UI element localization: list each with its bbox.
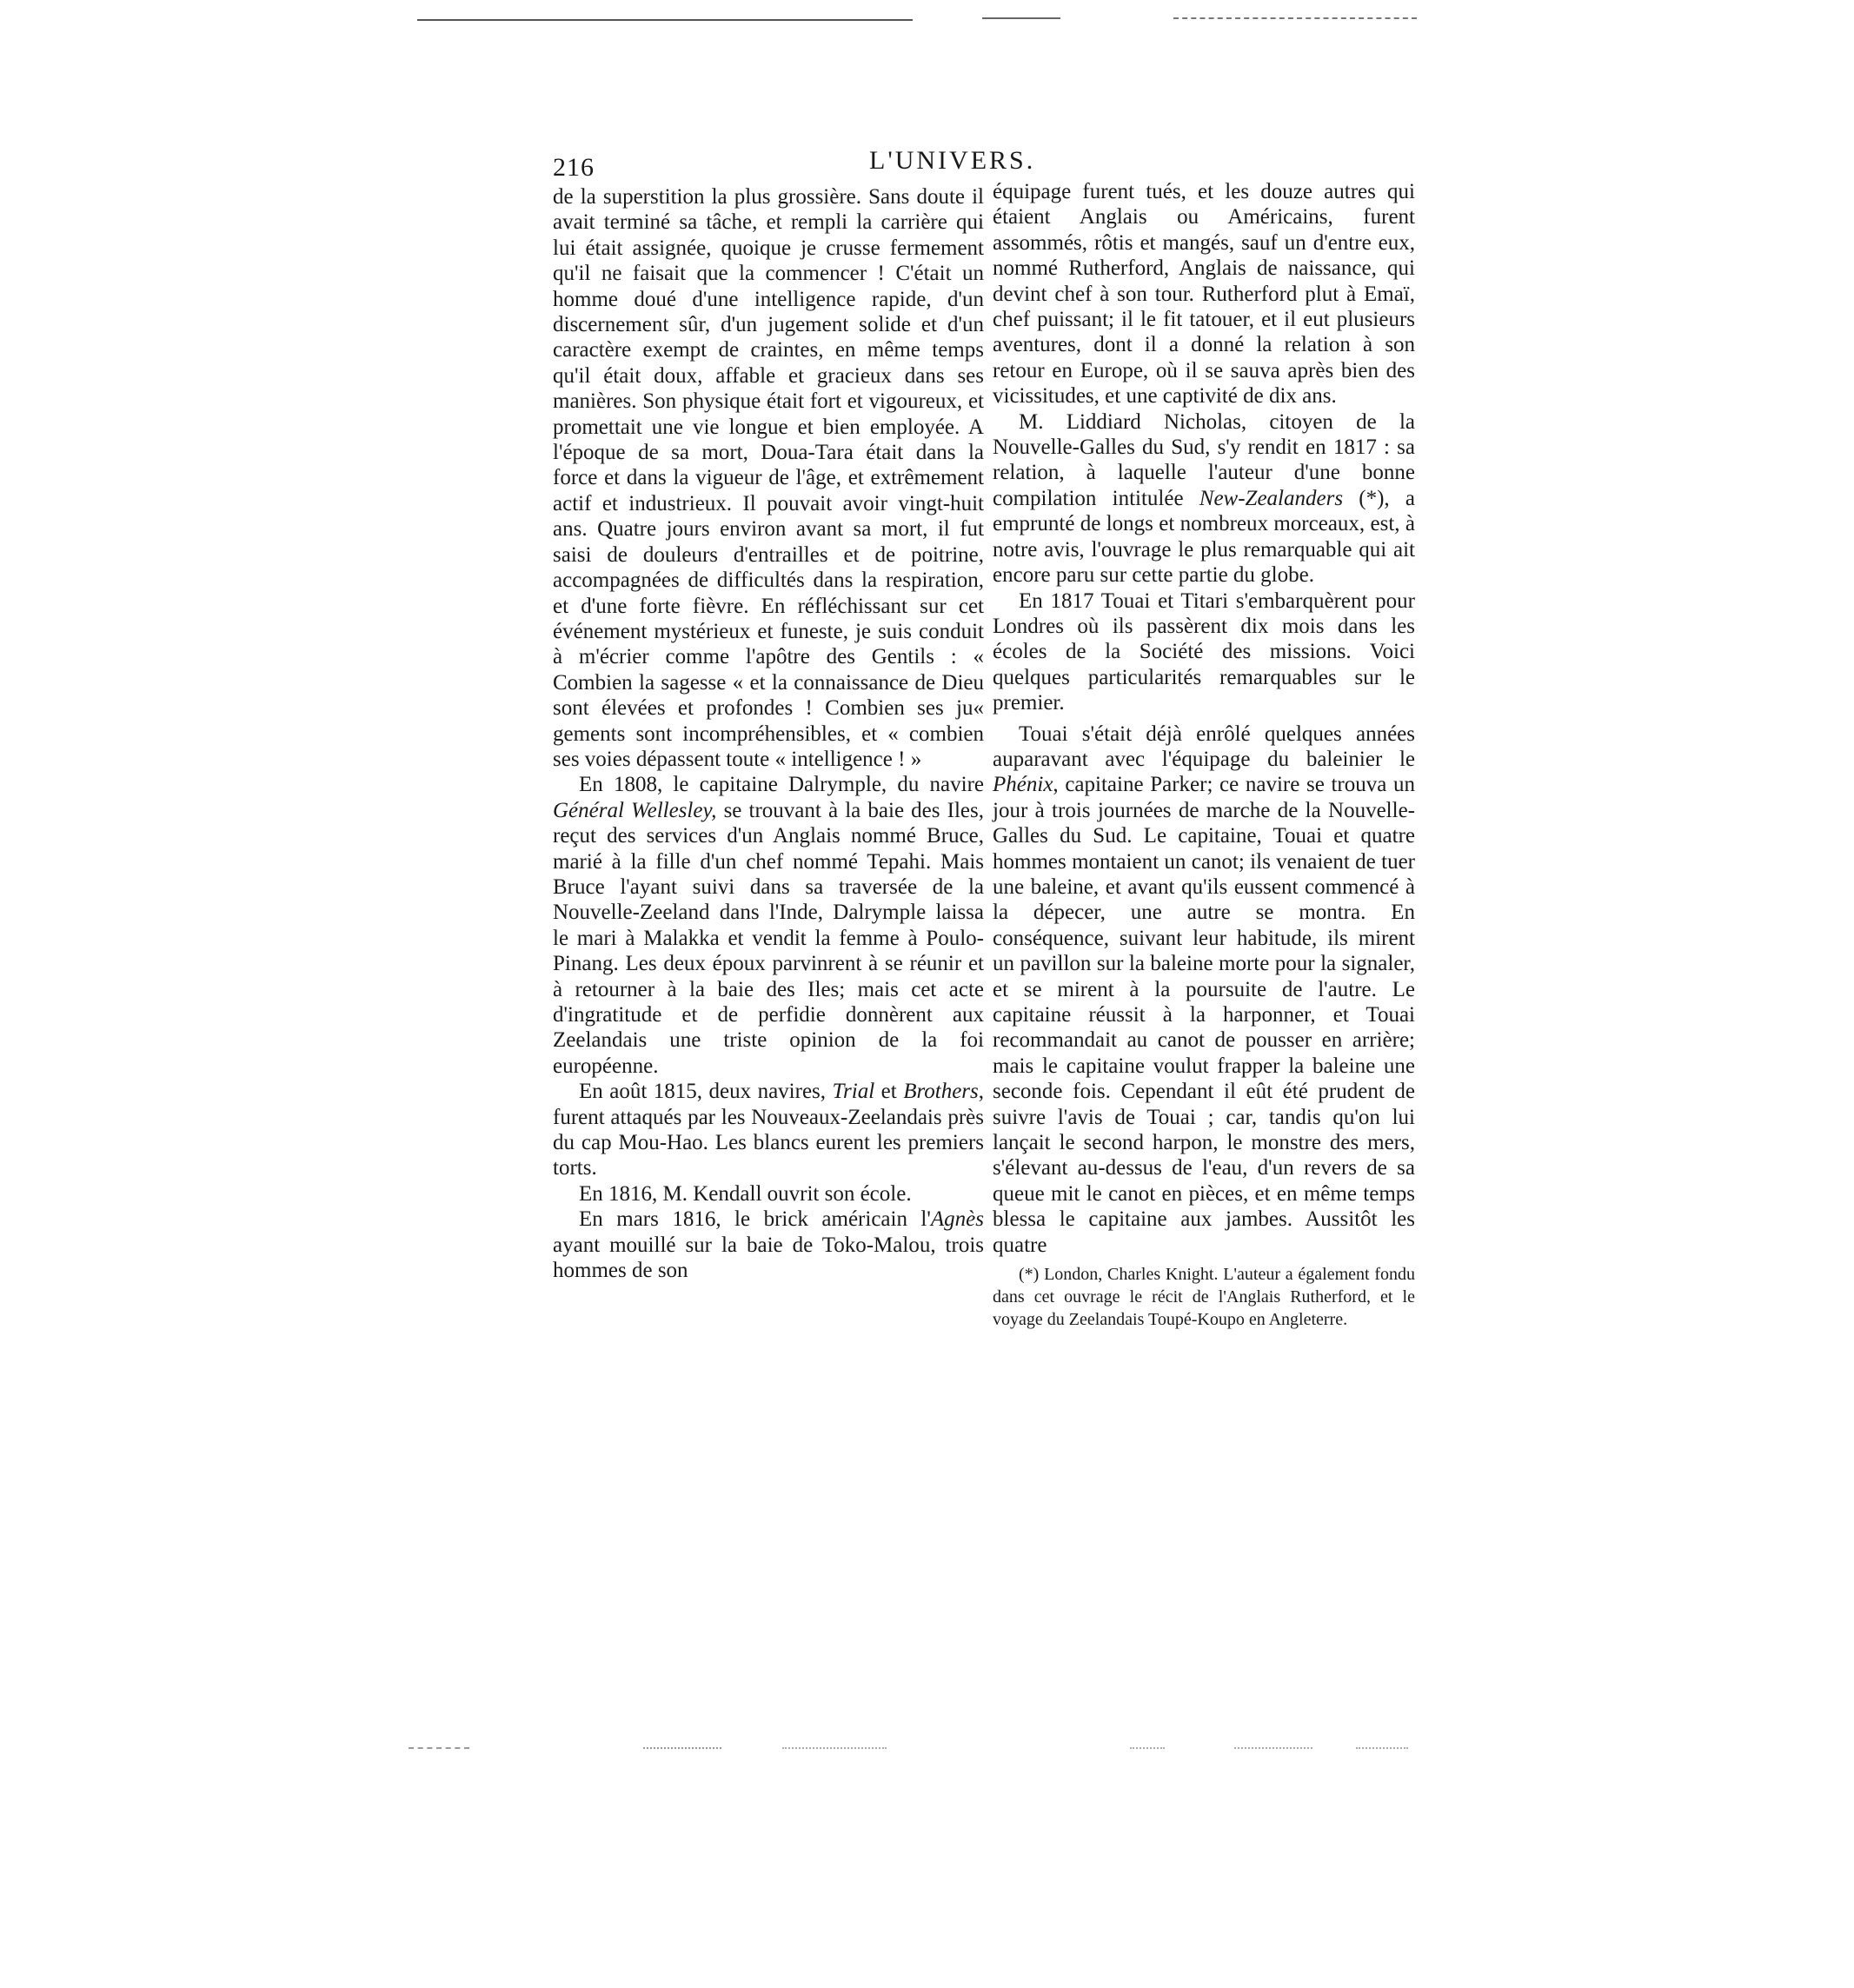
right-column-body	[993, 179, 1415, 1258]
paragraph	[553, 1181, 984, 1207]
bottom-scan-line	[1234, 1747, 1312, 1749]
paragraph	[993, 179, 1415, 409]
italic-text: Phénix	[993, 773, 1053, 797]
running-title: L'UNIVERS.	[869, 146, 1036, 175]
top-scan-line	[417, 19, 913, 21]
bottom-scan-line	[643, 1747, 721, 1749]
footnote: (*) London, Charles Knight. L'auteur a également fondu dans cet ouvrage le récit de l'Anglais Rutherford, et le voyage du Zeelandais Toupé-Koupo en Angleterre.	[993, 1265, 1415, 1330]
paragraph	[993, 409, 1415, 588]
left-column	[553, 184, 984, 1283]
paragraph	[553, 1079, 984, 1181]
italic-text: Trial	[832, 1080, 875, 1104]
text-run: et	[874, 1080, 904, 1104]
bottom-scan-line	[1356, 1747, 1408, 1749]
italic-text: Général Wellesley,	[553, 798, 717, 822]
text-run: En août 1815, deux navires,	[579, 1080, 833, 1104]
italic-text: Brothers	[903, 1080, 979, 1104]
paragraph	[553, 184, 984, 772]
top-scan-line	[982, 17, 1060, 19]
page-number: 216	[553, 153, 595, 182]
paragraph	[553, 1207, 984, 1283]
text-run: se trouvant à la baie des Iles, reçut des services d'un Anglais nommé Bruce, marié à la fille d'un chef nommé Tepahi. Mais Bruce l'ayant suivi dans sa traversée de la Nouvelle-Zeeland dans l'Inde, Dalrymple laissa le mari à Malakka et vendit la femme à Poulo-Pinang. Les deux époux parvinrent à se réunir et à retourner à la baie des Iles; mais cet acte d'ingratitude et de perfidie donnèrent aux Zeelandais une triste opinion de la foi européenne.	[553, 798, 984, 1078]
text-run: ayant mouillé sur la baie de Toko-Malou, trois hommes de son	[553, 1233, 984, 1283]
right-column	[993, 179, 1415, 1331]
text-run: équipage furent tués, et les douze autres qui étaient Anglais ou Américains, furent assommés, rôtis et mangés, sauf un d'entre eux, nommé Rutherford, Anglais de naissance, qui devint chef à son tour. Rutherford plut à Emaï, chef puissant; il le fit tatouer, et il eut plusieurs aventures, dont il a donné la relation à son retour en Europe, où il se sauva après bien des vicissitudes, et une captivité de dix ans.	[993, 180, 1415, 409]
text-run: En mars 1816, le brick américain l'	[579, 1207, 931, 1232]
bottom-scan-line	[409, 1747, 469, 1749]
paragraph	[993, 721, 1415, 1259]
text-run: de la superstition la plus grossière. Sans doute il avait terminé sa tâche, et rempli la carrière qui lui était assignée, quoique je crusse fermement qu'il ne faisait que la commencer ! C'était un homme doué d'une intelligence rapide, d'un discernement sûr, d'un jugement solide et d'un caractère exempt de craintes, en même temps qu'il était doux, affable et gracieux dans ses manières. Son physique était fort et vigoureux, et promettait une vie longue et bien employée. A l'époque de sa mort, Doua-Tara était dans la force et dans la vigueur de l'âge, et extrêmement actif et industrieux. Il pouvait avoir vingt-huit ans. Quatre jours environ avant sa mort, il fut saisi de douleurs d'entrailles et de poitrine, accompagnées de difficultés dans la respiration, et d'une forte fièvre. En réfléchissant sur cet événement mystérieux et funeste, je suis conduit à m'écrier comme l'apôtre des Gentils : « Combien la sagesse « et la connaissance de Dieu sont élevées et profondes ! Combien ses ju« gements sont incompréhensibles, et « combien ses voies dépassent toute « intelligence ! »	[553, 185, 984, 771]
text-run: En 1817 Touai et Titari s'embarquèrent pour Londres où ils passèrent dix mois dans les écoles de la Société des missions. Voici quelques particularités remarquables sur le premier.	[993, 588, 1415, 715]
text-run: M. Liddiard Nicholas, citoyen de la Nouvelle-Galles du Sud, s'y rendit en 1817 : sa relation, à laquelle l'auteur d'une bonne compilation intitulée	[993, 409, 1415, 510]
text-run: En 1816, M. Kendall ouvrit son école.	[579, 1181, 912, 1206]
bottom-scan-line	[782, 1747, 887, 1749]
paragraph	[553, 772, 984, 1079]
top-scan-line	[1173, 17, 1417, 19]
text-run: Touai s'était déjà enrôlé quelques années auparavant avec l'équipage du baleinier le	[993, 721, 1415, 771]
bottom-scan-line	[1130, 1747, 1165, 1749]
paragraph	[993, 588, 1415, 716]
text-run: , capitaine Parker; ce navire se trouva un jour à trois journées de marche de la Nouvelle-Galles du Sud. Le capitaine, Touai et quatre hommes montaient un canot; ils venaient de tuer une baleine, et avant qu'ils eussent commencé à la dépecer, une autre se montra. En conséquence, suivant leur habitude, ils mirent un pavillon sur la baleine morte pour la signaler, et se mirent à la poursuite de l'autre. Le capitaine réussit à la harponner, et Touai recommandait au canot de pousser en arrière; mais le capitaine voulut frapper la baleine une seconde fois. Cependant il eût été prudent de suivre l'avis de Touai ; car, tandis qu'on lui lançait le second harpon, le monstre des mers, s'élevant au-dessus de l'eau, d'un revers de sa queue mit le canot en pièces, et en même temps blessa le capitaine aux jambes. Aussitôt les quatre	[993, 773, 1415, 1257]
text-run: (*), a emprunté de longs et nombreux morceaux, est, à notre avis, l'ouvrage le plus remarquable qui ait encore paru sur cette partie du globe.	[993, 486, 1415, 588]
text-run: , furent attaqués par les Nouveaux-Zeelandais près du cap Mou-Hao. Les blancs eurent les premiers torts.	[553, 1080, 985, 1180]
italic-text: New-Zealanders	[1199, 486, 1344, 510]
text-run: En 1808, le capitaine Dalrymple, du navire	[579, 773, 984, 797]
italic-text: Agnès	[930, 1207, 984, 1232]
